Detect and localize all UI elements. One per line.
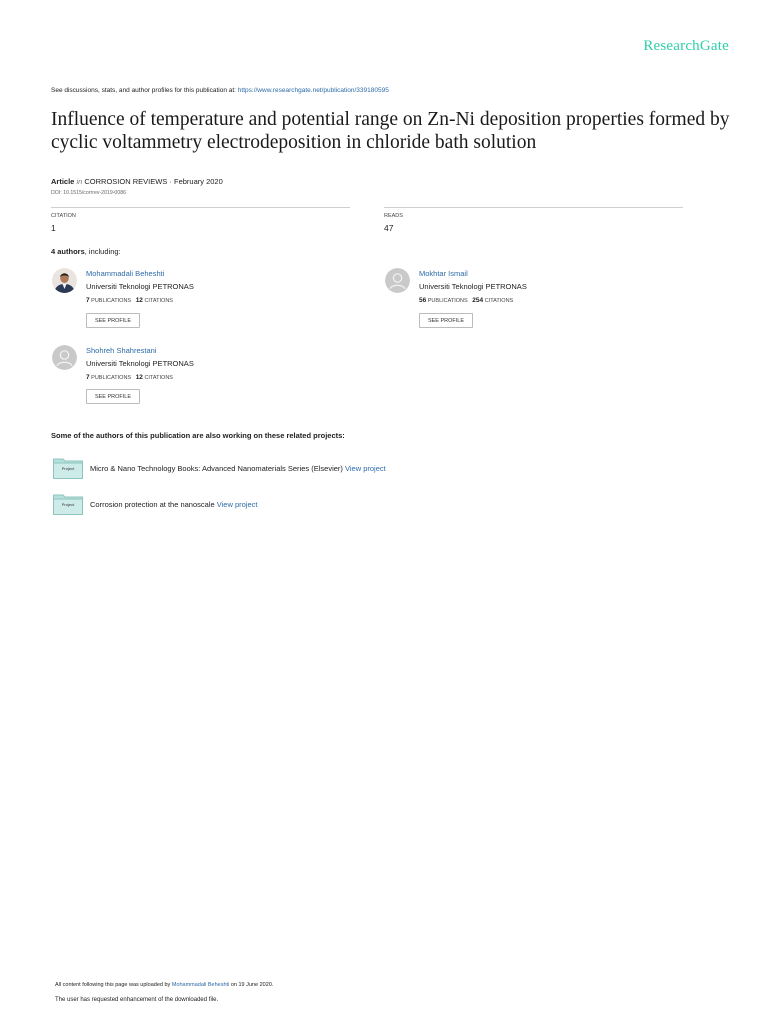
publication-url-link[interactable]: https://www.researchgate.net/publication/339180595 <box>237 87 389 94</box>
project-icon-label: Project <box>61 466 75 471</box>
author-name[interactable]: Shohreh Shahrestani <box>86 346 157 355</box>
publications-label: PUBLICATIONS <box>427 298 468 304</box>
project-title: Micro & Nano Technology Books: Advanced Nanomaterials Series (Elsevier) <box>90 464 345 473</box>
reads-label: READS <box>384 213 403 219</box>
researchgate-logo[interactable]: ResearchGate <box>643 38 729 54</box>
publications-count: 56 <box>419 297 427 304</box>
publications-label: PUBLICATIONS <box>91 375 132 381</box>
discussions-text: See discussions, stats, and author profiles for this publication at: <box>51 87 238 94</box>
author-institution: Universiti Teknologi PETRONAS <box>86 359 194 368</box>
author-stats <box>86 374 173 381</box>
view-project-link[interactable]: View project <box>344 464 386 473</box>
publication-date: · February 2020 <box>169 177 223 186</box>
discussions-line <box>51 87 389 94</box>
publications-count: 7 <box>86 297 90 304</box>
article-type: Article <box>51 177 75 186</box>
project-item <box>90 464 386 473</box>
citations-label: CITATIONS <box>144 375 173 381</box>
author-name[interactable]: Mokhtar Ismail <box>419 269 468 278</box>
authors-count: 4 authors <box>51 247 85 256</box>
see-profile-button[interactable]: SEE PROFILE <box>86 389 140 404</box>
author-name[interactable]: Mohammadali Beheshti <box>86 269 165 278</box>
default-avatar-icon <box>385 268 410 293</box>
author-photo-icon <box>52 268 77 293</box>
in-word: in <box>76 177 83 186</box>
publications-label: PUBLICATIONS <box>91 298 132 304</box>
citation-divider <box>51 207 350 208</box>
see-profile-button[interactable]: SEE PROFILE <box>86 313 140 328</box>
upload-prefix: All content following this page was uploaded by <box>55 982 172 988</box>
enhancement-note: The user has requested enhancement of the downloaded file. <box>55 997 219 1003</box>
authors-suffix: , including: <box>84 247 121 256</box>
citations-label: CITATIONS <box>144 298 173 304</box>
citations-count: 254 <box>472 297 484 304</box>
see-profile-button[interactable]: SEE PROFILE <box>419 313 473 328</box>
project-icon-label: Project <box>61 502 75 507</box>
author-institution: Universiti Teknologi PETRONAS <box>86 282 194 291</box>
avatar[interactable] <box>385 268 410 293</box>
author-stats <box>86 297 173 304</box>
citation-label: CITATION <box>51 213 76 219</box>
project-folder-icon <box>53 457 83 479</box>
project-folder-icon <box>53 493 83 515</box>
upload-note <box>55 982 273 988</box>
author-stats <box>419 297 513 304</box>
publication-meta <box>51 177 223 186</box>
avatar[interactable] <box>52 345 77 370</box>
citations-count: 12 <box>135 374 143 381</box>
doi: DOI: 10.1515/corrrev-2019-0086 <box>51 190 126 196</box>
authors-heading <box>51 247 121 256</box>
citations-count: 12 <box>135 297 143 304</box>
citations-label: CITATIONS <box>484 298 514 304</box>
view-project-link[interactable]: View project <box>216 500 258 509</box>
journal-name: CORROSION REVIEWS <box>84 177 168 186</box>
reads-divider <box>384 207 683 208</box>
upload-suffix: on 19 June 2020. <box>229 982 274 988</box>
author-institution: Universiti Teknologi PETRONAS <box>419 282 527 291</box>
project-item <box>90 500 257 509</box>
related-projects-heading: Some of the authors of this publication are also working on these related projects: <box>51 431 345 440</box>
avatar[interactable] <box>52 268 77 293</box>
reads-count: 47 <box>384 223 394 233</box>
project-title: Corrosion protection at the nanoscale <box>90 500 217 509</box>
publication-title: Influence of temperature and potential range on Zn-Ni deposition properties formed by cyclic voltammetry electrodeposition in chloride bath solution <box>51 109 730 153</box>
default-avatar-icon <box>52 345 77 370</box>
publications-count: 7 <box>86 374 90 381</box>
citation-count: 1 <box>51 223 56 233</box>
uploader-link[interactable]: Mohammadali Beheshti <box>171 982 230 988</box>
